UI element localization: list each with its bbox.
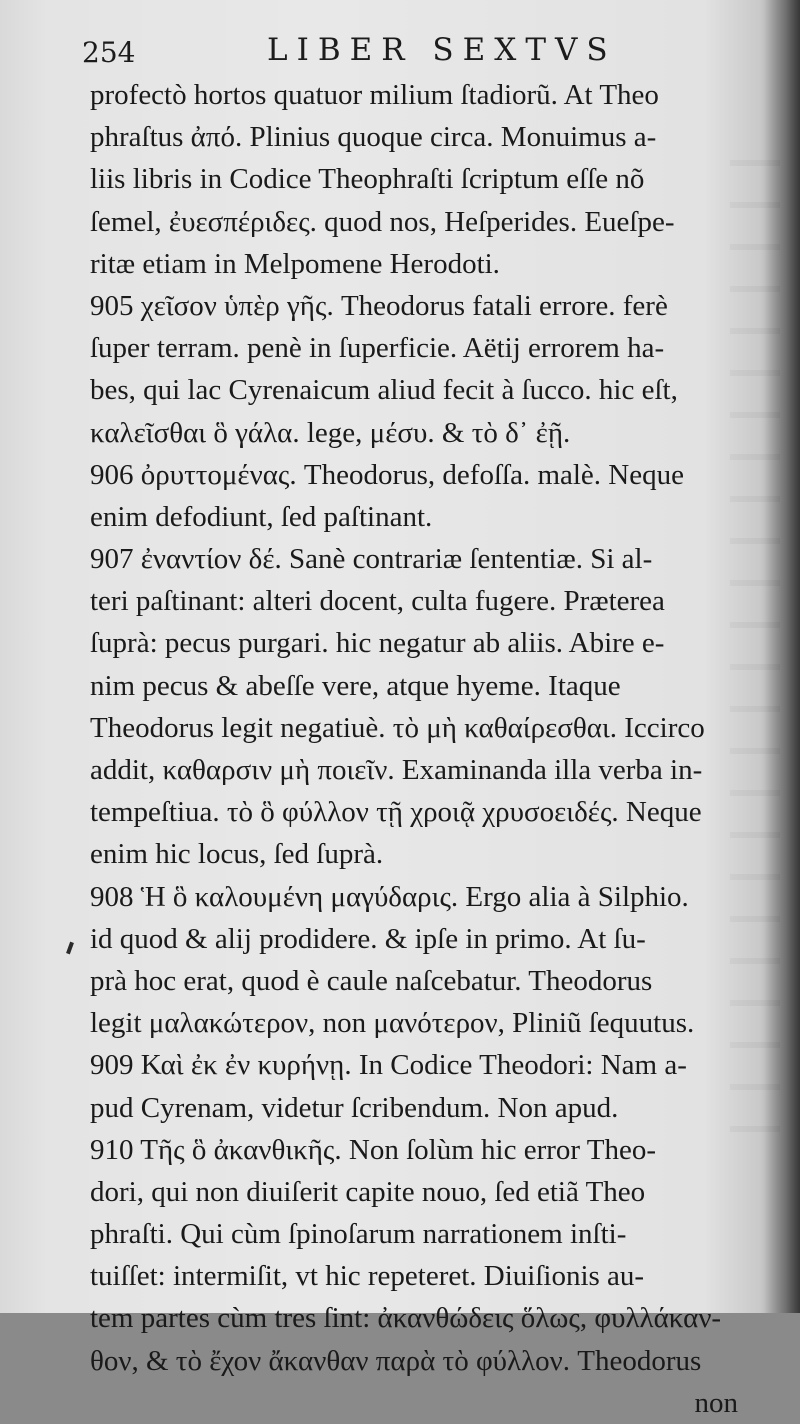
text-line: liis libris in Codice Theophraſti ſcriptum eſſe nõ <box>90 163 645 196</box>
text-block <box>90 74 750 1424</box>
text-line: καλεῖσθαι ὃ γάλα. lege, μέσυ. & τὸ δ᾽ ἐῇ. <box>90 416 571 449</box>
text-line: tuiſſet: intermiſit, vt hic repeteret. Diuiſionis au- <box>90 1260 645 1293</box>
text-line: ſemel, ἐυεσπέριδες. quod nos, Heſperides. Eueſpe- <box>90 205 675 238</box>
catchword: non <box>694 1386 738 1419</box>
text-line: 909 Καὶ ἐκ ἐν κυρήνῃ. In Codice Theodori: Nam a- <box>90 1049 687 1082</box>
text-line: nim pecus & abeſſe vere, atque hyeme. Itaque <box>90 669 621 702</box>
text-line: Theodorus legit negatiuè. τὸ μὴ καθαίρεσθαι. Iccirco <box>90 711 705 744</box>
text-line: enim hic locus, ſed ſuprà. <box>90 838 384 871</box>
text-line: pud Cyrenam, videtur ſcribendum. Non apud. <box>90 1091 619 1124</box>
running-head: LIBER SEXTVS <box>267 32 617 68</box>
text-line: id quod & alij prodidere. & ipſe in primo. At ſu- <box>90 922 646 955</box>
text-line: enim defodiunt, ſed paſtinant. <box>90 500 433 533</box>
text-line: legit μαλακώτερον, non μανότερον, Pliniũ ſequutus. <box>90 1007 695 1040</box>
text-line: bes, qui lac Cyrenaicum aliud fecit à ſucco. hic eſt, <box>90 374 678 407</box>
text-line: 907 ἐναντίον δέ. Sanè contrariæ ſententiæ. Si al- <box>90 543 653 576</box>
text-line: profectò hortos quatuor milium ſtadiorũ. At Theo <box>90 79 659 111</box>
stray-ink-mark <box>66 942 74 955</box>
text-line: addit, καθαρσιν μὴ ποιεῖν. Examinanda illa verba in- <box>90 754 703 786</box>
text-line: ſuper terram. penè in ſuperficie. Aëtij errorem ha- <box>90 332 665 365</box>
text-line: θον, & τὸ ἔχον ἄκανθαν παρὰ τὸ φύλλον. Theodorus <box>90 1344 702 1377</box>
gutter-shadow <box>764 0 800 1313</box>
text-line: dori, qui non diuiſerit capite nouo, ſed etiã Theo <box>90 1175 646 1208</box>
text-line: phraſtus ἀπό. Plinius quoque circa. Monuimus a- <box>90 121 657 154</box>
text-line: 906 ὀρυττομένας. Theodorus, defoſſa. malè. Neque <box>90 458 684 491</box>
text-line: prà hoc erat, quod è caule naſcebatur. Theodorus <box>90 964 653 997</box>
text-line: 905 χεῖσον ὑπὲρ γῆς. Theodorus fatali errore. ferè <box>90 289 668 322</box>
text-line: ſuprà: pecus purgari. hic negatur ab aliis. Abire e- <box>90 627 665 660</box>
text-line: 908 Ἡ ὃ καλουμένη μαγύδαρις. Ergo alia à Silphio. <box>90 880 689 913</box>
text-line: ritæ etiam in Melpomene Herodoti. <box>90 247 500 280</box>
page-header <box>82 30 742 74</box>
text-line: 910 Τῆς ὃ ἀκανθικῆς. Non ſolùm hic error Theo- <box>90 1133 657 1166</box>
text-line: teri paſtinant: alteri docent, culta fugere. Præterea <box>90 585 665 618</box>
text-line: phraſti. Qui cùm ſpinoſarum narrationem inſti- <box>90 1218 627 1251</box>
text-line: tempeſtiua. τὸ ὃ φύλλον τῇ χροιᾷ χρυσοειδές. Neque <box>90 796 702 829</box>
page-number: 254 <box>82 36 136 69</box>
text-line: tem partes cùm tres ſint: ἀκανθώδεις ὅλως, φυλλάκαν- <box>90 1302 722 1335</box>
